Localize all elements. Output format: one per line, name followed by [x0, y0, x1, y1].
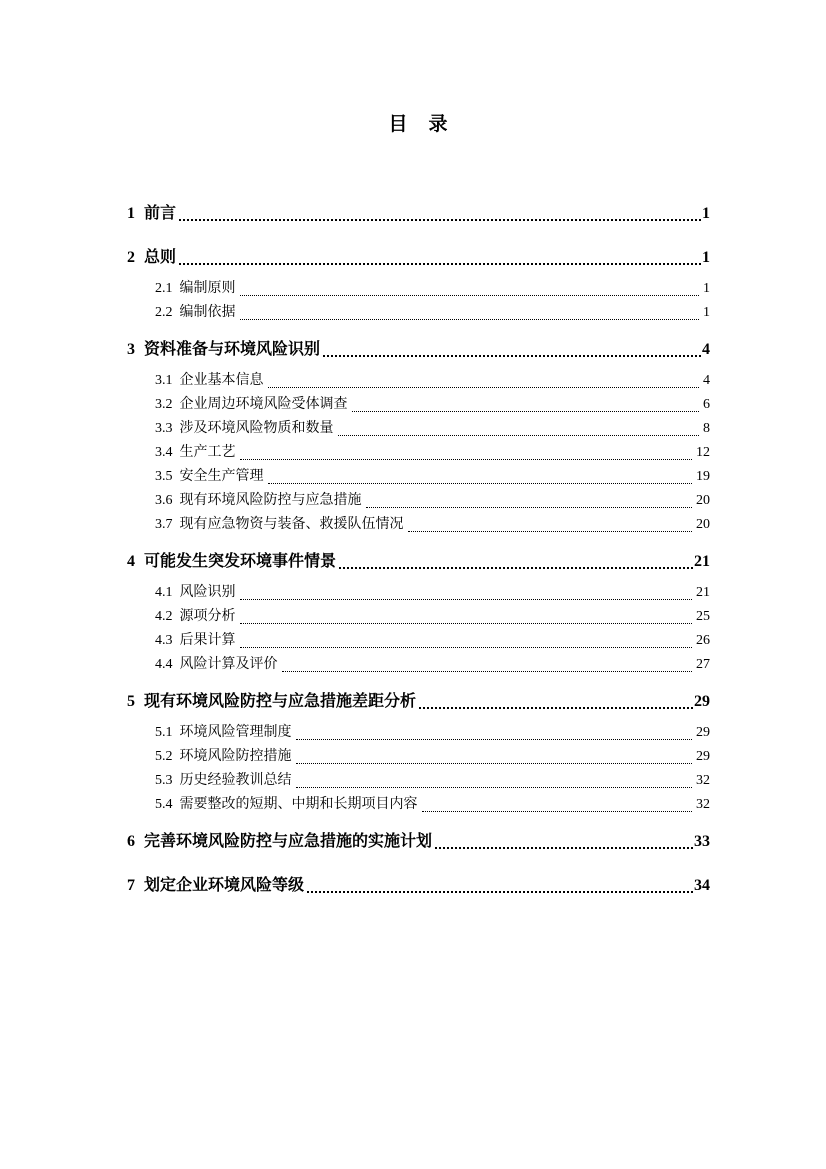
toc-entry-label: 企业基本信息	[179, 373, 264, 388]
toc-entry-label: 总则	[144, 249, 177, 266]
toc-entry[interactable]	[127, 653, 710, 677]
dot-leader	[179, 263, 701, 265]
toc-entry-page: 32	[696, 773, 710, 788]
toc-entry-label: 风险计算及评价	[179, 657, 278, 672]
toc-entry-page: 33	[694, 833, 710, 850]
toc-entry-number: 3.5	[155, 469, 173, 484]
toc-entry-label: 编制原则	[179, 281, 236, 296]
toc-entry-number: 5.1	[155, 725, 173, 740]
toc-entry[interactable]	[127, 629, 710, 653]
dot-leader	[296, 787, 693, 788]
toc-entry-page: 19	[696, 469, 710, 484]
toc-entry[interactable]	[127, 874, 710, 897]
toc-entry-label: 历史经验教训总结	[179, 773, 292, 788]
toc-entry-number: 3.2	[155, 397, 173, 412]
toc-entry-page: 1	[702, 205, 710, 222]
toc-entry-number: 2.1	[155, 281, 173, 296]
dot-leader	[323, 355, 701, 357]
toc-entry-number: 3.4	[155, 445, 173, 460]
toc-entry-number: 4.4	[155, 657, 173, 672]
toc-entry[interactable]	[127, 369, 710, 393]
toc-entry-number: 3.1	[155, 373, 173, 388]
dot-leader	[339, 567, 693, 569]
toc-entry-page: 26	[696, 633, 710, 648]
dot-leader	[408, 531, 693, 532]
dot-leader	[240, 459, 693, 460]
toc-entry-label: 现有环境风险防控与应急措施差距分析	[144, 693, 417, 710]
toc-entry-number: 3.7	[155, 517, 173, 532]
toc-entry[interactable]	[127, 605, 710, 629]
toc-entry-label: 环境风险管理制度	[179, 725, 292, 740]
toc-content	[127, 0, 710, 905]
dot-leader	[240, 599, 693, 600]
toc-entry-number: 4	[127, 553, 135, 570]
toc-entry-label: 前言	[144, 205, 177, 222]
toc-entry-page: 32	[696, 797, 710, 812]
toc-entry[interactable]	[127, 489, 710, 513]
toc-entry-number: 5.2	[155, 749, 173, 764]
dot-leader	[240, 623, 693, 624]
toc-entry-page: 25	[696, 609, 710, 624]
toc-entry-page: 34	[694, 877, 710, 894]
toc-entry-number: 3	[127, 341, 135, 358]
toc-entry-label: 现有应急物资与装备、救援队伍情况	[179, 517, 404, 532]
toc-entry-label: 企业周边环境风险受体调查	[179, 397, 348, 412]
toc-entry-label: 源项分析	[179, 609, 236, 624]
dot-leader	[268, 483, 693, 484]
toc-entry[interactable]	[127, 721, 710, 745]
toc-entry-number: 5	[127, 693, 135, 710]
toc-entry[interactable]	[127, 417, 710, 441]
toc-entry-number: 5.4	[155, 797, 173, 812]
dot-leader	[435, 847, 693, 849]
toc-entry-page: 29	[694, 693, 710, 710]
toc-entry[interactable]	[127, 277, 710, 301]
toc-entry-page: 29	[696, 749, 710, 764]
toc-title: 目 录	[388, 114, 449, 135]
toc-entry-page: 20	[696, 493, 710, 508]
toc-entry-number: 4.1	[155, 585, 173, 600]
dot-leader	[366, 507, 693, 508]
toc-entry-number: 2	[127, 249, 135, 266]
toc-entry-page: 27	[696, 657, 710, 672]
toc-entry-page: 20	[696, 517, 710, 532]
dot-leader	[352, 411, 700, 412]
toc-entry-page: 1	[703, 305, 710, 320]
toc-entry-number: 4.2	[155, 609, 173, 624]
toc-entry[interactable]	[127, 830, 710, 853]
toc-entry[interactable]	[127, 513, 710, 537]
dot-leader	[282, 671, 693, 672]
toc-entry[interactable]	[127, 441, 710, 465]
dot-leader	[338, 435, 700, 436]
toc-entry[interactable]	[127, 301, 710, 325]
toc-entry-page: 4	[703, 373, 710, 388]
toc-entry-number: 3.3	[155, 421, 173, 436]
toc-entry-page: 1	[703, 281, 710, 296]
toc-entry-label: 后果计算	[179, 633, 236, 648]
toc-entry-page: 29	[696, 725, 710, 740]
dot-leader	[307, 891, 693, 893]
toc-entry-number: 6	[127, 833, 135, 850]
toc-entry[interactable]	[127, 769, 710, 793]
dot-leader	[240, 647, 693, 648]
dot-leader	[240, 295, 700, 296]
dot-leader	[422, 811, 693, 812]
toc-entry-label: 环境风险防控措施	[179, 749, 292, 764]
dot-leader	[419, 707, 693, 709]
toc-entry-number: 2.2	[155, 305, 173, 320]
toc-entry-page: 8	[703, 421, 710, 436]
toc-entry-label: 可能发生突发环境事件情景	[144, 553, 337, 570]
toc-entry-page: 4	[702, 341, 710, 358]
dot-leader	[240, 319, 700, 320]
toc-entry-label: 需要整改的短期、中期和长期项目内容	[179, 797, 418, 812]
toc-entry-label: 完善环境风险防控与应急措施的实施计划	[144, 833, 433, 850]
dot-leader	[179, 219, 701, 221]
toc-entry[interactable]	[127, 338, 710, 361]
toc-entry-number: 7	[127, 877, 135, 894]
toc-entry[interactable]	[127, 550, 710, 573]
toc-entry-label: 风险识别	[179, 585, 236, 600]
toc-entry[interactable]	[127, 793, 710, 817]
toc-entry-number: 4.3	[155, 633, 173, 648]
toc-entry[interactable]	[127, 246, 710, 269]
dot-leader	[268, 387, 700, 388]
toc-entry-number: 3.6	[155, 493, 173, 508]
dot-leader	[296, 763, 693, 764]
toc-entry-page: 1	[702, 249, 710, 266]
toc-list	[127, 189, 710, 905]
toc-entry[interactable]	[127, 465, 710, 489]
toc-entry[interactable]	[127, 393, 710, 417]
toc-entry-label: 安全生产管理	[179, 469, 264, 484]
toc-entry-label: 生产工艺	[179, 445, 236, 460]
toc-entry-number: 5.3	[155, 773, 173, 788]
toc-entry-number: 1	[127, 205, 135, 222]
toc-entry[interactable]	[127, 202, 710, 225]
toc-entry-label: 编制依据	[179, 305, 236, 320]
toc-entry[interactable]	[127, 690, 710, 713]
toc-entry-page: 21	[696, 585, 710, 600]
toc-entry-label: 涉及环境风险物质和数量	[179, 421, 334, 436]
toc-entry-label: 现有环境风险防控与应急措施	[179, 493, 362, 508]
toc-entry-label: 划定企业环境风险等级	[144, 877, 305, 894]
toc-entry[interactable]	[127, 745, 710, 769]
dot-leader	[296, 739, 693, 740]
toc-entry-page: 12	[696, 445, 710, 460]
toc-entry-label: 资料准备与环境风险识别	[144, 341, 321, 358]
toc-entry-page: 6	[703, 397, 710, 412]
toc-entry[interactable]	[127, 581, 710, 605]
toc-entry-page: 21	[694, 553, 710, 570]
